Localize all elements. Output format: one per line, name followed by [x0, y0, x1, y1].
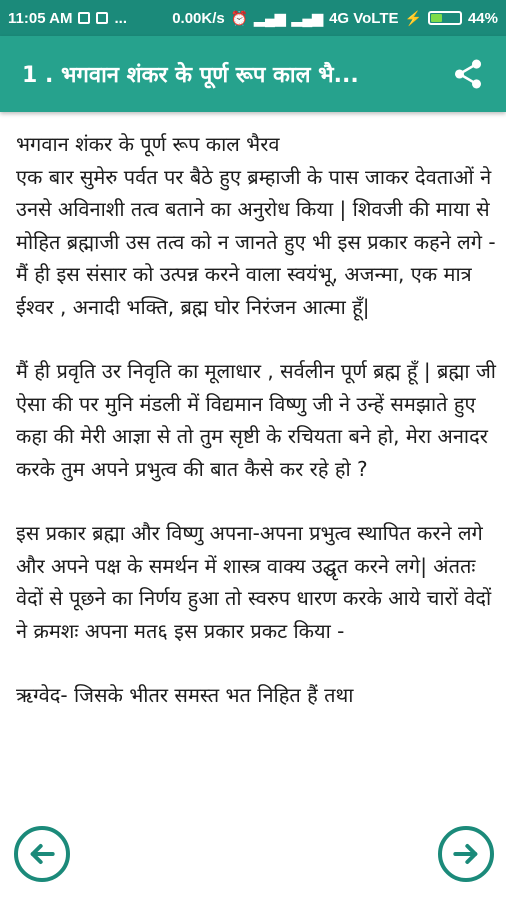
- signal-icon: ▂▄▆: [254, 10, 286, 26]
- share-button[interactable]: [448, 54, 488, 94]
- network-speed: 0.00K/s: [172, 9, 225, 27]
- alarm-icon: ⏰: [230, 10, 249, 26]
- app-bar: [0, 36, 506, 112]
- article-paragraph-2: मैं ही प्रवृति उर निवृति का मूलाधार , सर्वलीन पूर्ण ब्रह्म हूँ | ब्रह्मा जी ऐसा की पर मुनि मंडली में विद्यमान विष्णु जी ने उन्हें समझाते हुए कहा की मेरी आज्ञा से तो तुम सृष्टी के रचियता बने हो, मेरा अनादर करके तुम अपने प्रभुत्व की बात कैसे कर रहे हो ?: [16, 359, 496, 481]
- app-notification-icon: [96, 12, 108, 24]
- battery-icon: [428, 11, 462, 25]
- network-type: 4G VoLTE: [329, 9, 399, 27]
- article-paragraph-4: ऋग्वेद- जिसके भीतर समस्त भत निहित हैं तथा: [16, 683, 354, 707]
- notification-icon: [78, 12, 90, 24]
- next-button[interactable]: [438, 826, 494, 882]
- page-title: 1 . भगवान शंकर के पूर्ण रूप काल भै...: [22, 63, 359, 88]
- arrow-left-icon: [26, 838, 58, 870]
- status-time: 11:05 AM: [8, 9, 73, 27]
- signal-2-icon: ▂▄▆: [291, 10, 324, 26]
- previous-button[interactable]: [14, 826, 70, 882]
- share-icon: [451, 57, 485, 91]
- status-bar: [0, 0, 506, 36]
- article-heading: भगवान शंकर के पूर्ण रूप काल भैरव: [16, 132, 280, 156]
- article-paragraph-3: इस प्रकार ब्रह्मा और विष्णु अपना-अपना प्रभुत्व स्थापित करने लगे और अपने पक्ष के समर्थन में शास्त्र वाक्य उद्घृत करने लगे| अंततः वेदों से पूछने का निर्णय हुआ तो स्वरुप धारण करके आये चारों वेदों ने क्रमशः अपना मत६ इस प्रकार प्रकट किया -: [16, 521, 492, 643]
- article-paragraph-1: एक बार सुमेरु पर्वत पर बैठे हुए ब्रम्हाजी के पास जाकर देवताओं ने उनसे अविनाशी तत्व बताने का अनुरोध किया | शिवजी की माया से मोहित ब्रह्माजी उस तत्व को न जानते हुए भी इस प्रकार कहने लगे - मैं ही इस संसार को उत्पन्न करने वाला स्वयंभू, अजन्मा, एक मात्र ईश्वर , अनादी भक्ति, ब्रह्म घोर निरंजन आत्मा हूँ|: [16, 164, 496, 319]
- status-more-dots: ...: [114, 9, 127, 27]
- article-content: [16, 128, 496, 712]
- charging-icon: ⚡: [404, 10, 422, 26]
- arrow-right-icon: [450, 838, 482, 870]
- battery-percent: 44%: [467, 9, 498, 27]
- battery-fill: [431, 14, 442, 22]
